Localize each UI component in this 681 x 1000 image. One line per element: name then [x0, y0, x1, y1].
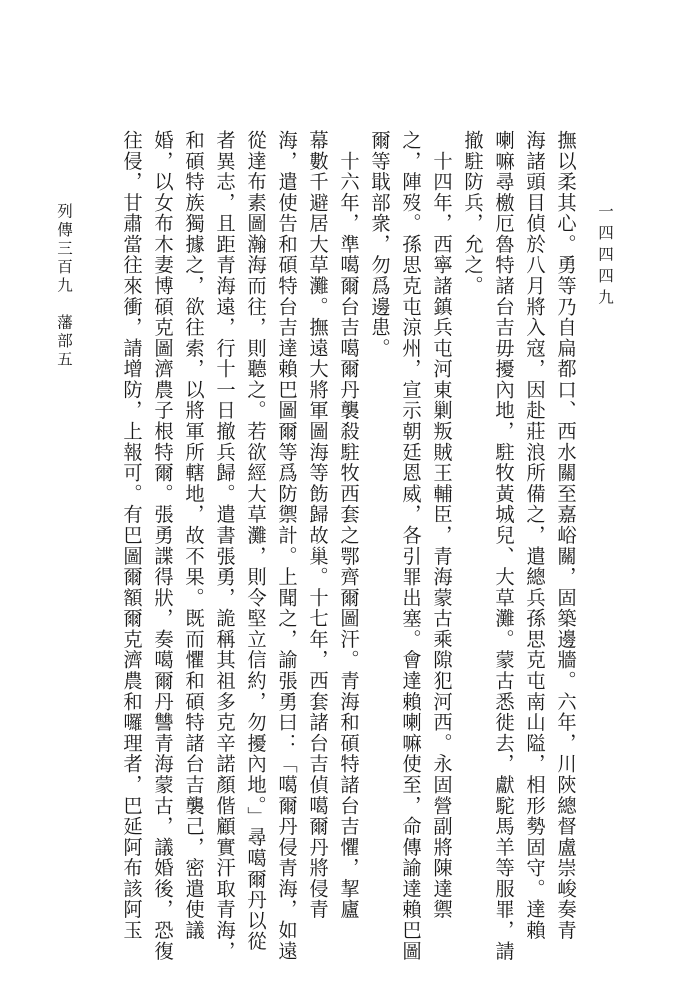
text-column: 從達布素圖瀚海而往，則聽之。若欲經大草灘，則令堅立信約，勿擾內地。」尋噶爾丹以從 [244, 130, 267, 952]
text-column: 者異志，且距青海遠，行十一日撤兵歸。遣書張勇，詭稱其祖多克辛諾顏偕顧實汗取青海， [213, 130, 236, 962]
text-column: 幕數千避居大草灘。撫遠大將軍圖海等飭歸故巢。十七年，西套諸台吉偵噶爾丹將侵青 [306, 130, 329, 921]
page-number: 一四四四九 [596, 203, 614, 311]
text-column: 十四年，西寧諸鎮兵屯河東剿叛賊王輔臣，青海蒙古乘隙犯河西。永固營副將陳達禦 [430, 130, 453, 921]
text-column: 海，遣使告和碩特台吉達賴巴圖爾等爲防禦計。上聞之，諭張勇曰：「噶爾丹侵青海，如遠 [275, 130, 298, 962]
text-column: 爾等戢部衆，勿爲邊患。 [368, 130, 391, 359]
running-header: 列傳三百九 藩部五 [55, 203, 73, 370]
text-column: 十六年，準噶爾台吉噶爾丹襲殺駐牧西套之鄂齊爾圖汗。青海和碩特諸台吉懼，挈廬 [337, 130, 360, 921]
text-column: 撫以柔其心。勇等乃自扁都口、西水關至嘉峪關，固築邊牆。六年，川陝總督盧崇峻奏青 [554, 130, 577, 941]
text-column: 海諸頭目偵於八月將入寇，因赴莊浪所備之，遣總兵孫思克屯南山隘，相形勢固守。達賴 [523, 130, 546, 941]
text-column: 婚，以女布木妻博碩克圖濟農子根特爾。張勇諜得狀，奏噶爾丹讐青海蒙古，議婚後，恐復 [151, 130, 174, 962]
text-column: 撤駐防兵，允之。 [461, 130, 484, 297]
text-column: 之，陣歿。孫思克屯涼州，宣示朝廷恩威，各引罪出塞。會達賴喇嘛使至，命傳諭達賴巴圖 [399, 130, 422, 962]
text-column: 往侵，甘肅當往來衝，請增防，上報可。有巴圖爾額爾克濟農和囉理者，巴延阿布該阿玉 [120, 130, 143, 941]
text-column: 和碩特族獨據之，欲往索，以將軍所轄地，故不果。既而懼和碩特諸台吉襲己，密遣使議 [182, 130, 205, 941]
text-column: 喇嘛尋檄厄魯特諸台吉毋擾內地，駐牧黃城兒、大草灘。蒙古悉徙去，獻駝馬羊等服罪，請 [492, 130, 515, 962]
